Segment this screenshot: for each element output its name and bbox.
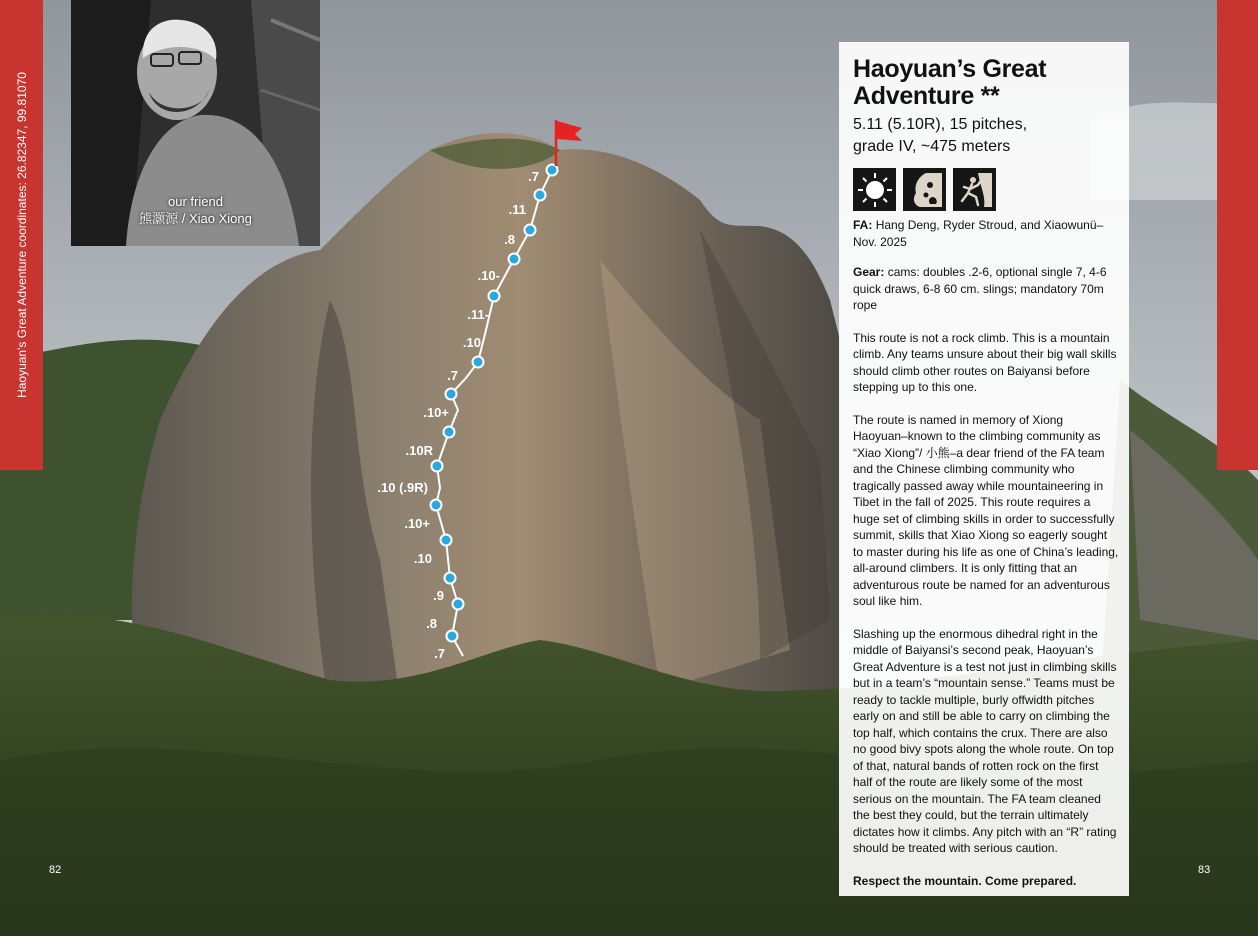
pitch-anchor — [535, 190, 546, 201]
pitch-anchor — [445, 573, 456, 584]
route-title: Haoyuan’s Great Adventure ** — [853, 55, 1047, 110]
pitch-label: .8 — [504, 232, 515, 247]
pitch-label: .10- — [477, 268, 500, 283]
gear-label: Gear: — [853, 265, 885, 279]
pitch-anchor — [473, 357, 484, 368]
page-number-left: 82 — [49, 864, 62, 876]
grade-line-2: grade IV, ~475 meters — [853, 138, 1011, 155]
pitch-anchor — [547, 165, 558, 176]
pitch-label: .8 — [426, 616, 437, 631]
pitch-label: .9 — [433, 588, 444, 603]
pitch-anchor — [431, 500, 442, 511]
right-red-tab — [1217, 0, 1258, 470]
fa-text: Hang Deng, Ryder Stroud, and Xiaowunü–Nov. 2025 — [853, 218, 1104, 249]
closing-statement: Respect the mountain. Come prepared. — [853, 873, 1077, 888]
summit-flag-icon — [556, 120, 582, 166]
pitch-label: .10 — [462, 335, 481, 350]
pitch-label: .11 — [508, 202, 526, 217]
pitch-anchor — [444, 427, 455, 438]
rock-face-icon — [903, 168, 946, 211]
pitch-anchor — [489, 291, 500, 302]
portrait-caption — [71, 193, 320, 227]
pitch-anchor — [432, 461, 443, 472]
pitch-label: .7 — [434, 646, 445, 661]
caption-line-1: our friend — [168, 194, 223, 209]
route-icons — [853, 168, 1119, 211]
pitch-anchor — [453, 599, 464, 610]
page-number-right: 83 — [1198, 864, 1211, 876]
fa-label: FA: — [853, 218, 873, 232]
pitch-anchor — [525, 225, 536, 236]
grade-line-1: 5.11 (5.10R), 15 pitches, — [853, 116, 1028, 133]
pitch-anchor — [446, 389, 457, 400]
coordinates-label: Haoyuan's Great Adventure coordinates: 26.82347, 99.81070 — [15, 72, 29, 398]
pitch-label: .10R — [405, 443, 433, 458]
gear-info — [853, 264, 1119, 314]
pitch-label: .7 — [528, 169, 539, 184]
description-paragraph: Slashing up the enormous dihedral right in the middle of Baiyansi’s second peak, Haoyuan’s Great Adventure is a test not just in climbing skills but in a team’s “mountain sense.” Teams must be ready to tackle multiple, burly offwidth pitches early on and still be able to carry on climbing the top half, which contains the crux. There are also no good bivy spots along the whole route. On top of that, natural bands of rotten rock on the first half of the route are likely some of the most serious on the mountain. The FA team cleaned the best they could, but the terrain ultimately dictates how it climbs. Any pitch with an “R” rating should be treated with serious caution. — [853, 626, 1117, 855]
pitch-anchor — [447, 631, 458, 642]
coordinates-sidebar — [0, 0, 43, 470]
route-grade — [853, 114, 1119, 158]
pitch-label: .10 — [413, 551, 432, 566]
route-description-panel — [839, 42, 1129, 896]
pitch-label: .11- — [467, 307, 489, 322]
caption-line-2: 熊灏源 / Xiao Xiong — [139, 211, 252, 226]
climber-icon — [953, 168, 996, 211]
pitch-anchor — [441, 535, 452, 546]
description-paragraph: This route is not a rock climb. This is a mountain climb. Any teams unsure about their big wall skills should climb other routes on Baiyansi before stepping up to this one. — [853, 330, 1117, 394]
pitch-label: .10+ — [404, 516, 430, 531]
pitch-label: .10 (.9R) — [377, 480, 428, 495]
sun-icon — [853, 168, 896, 211]
pitch-label: .10+ — [423, 405, 449, 420]
friend-portrait — [71, 0, 320, 246]
pitch-label: .7 — [447, 368, 458, 383]
first-ascent-info — [853, 217, 1119, 250]
description-paragraph: The route is named in memory of Xiong Haoyuan–known to the climbing community as “Xiao Xiong”/ 小熊–a dear friend of the FA team and the Chinese climbing community who tragically passed away while mountaineering in Tibet in the fall of 2025. This route requires a huge set of climbing skills in order to successfully summit, skills that Xiao Xiong so eagerly sought to master during his life as one of China’s leading, all-around climbers. It is only fitting that an adventurous route be named for an adventurous soul like him. — [853, 412, 1119, 608]
gear-text: cams: doubles .2-6, optional single 7, 4-6 quick draws, 6-8 60 cm. slings; mandatory 70m rope — [853, 265, 1107, 312]
pitch-anchor — [509, 254, 520, 265]
